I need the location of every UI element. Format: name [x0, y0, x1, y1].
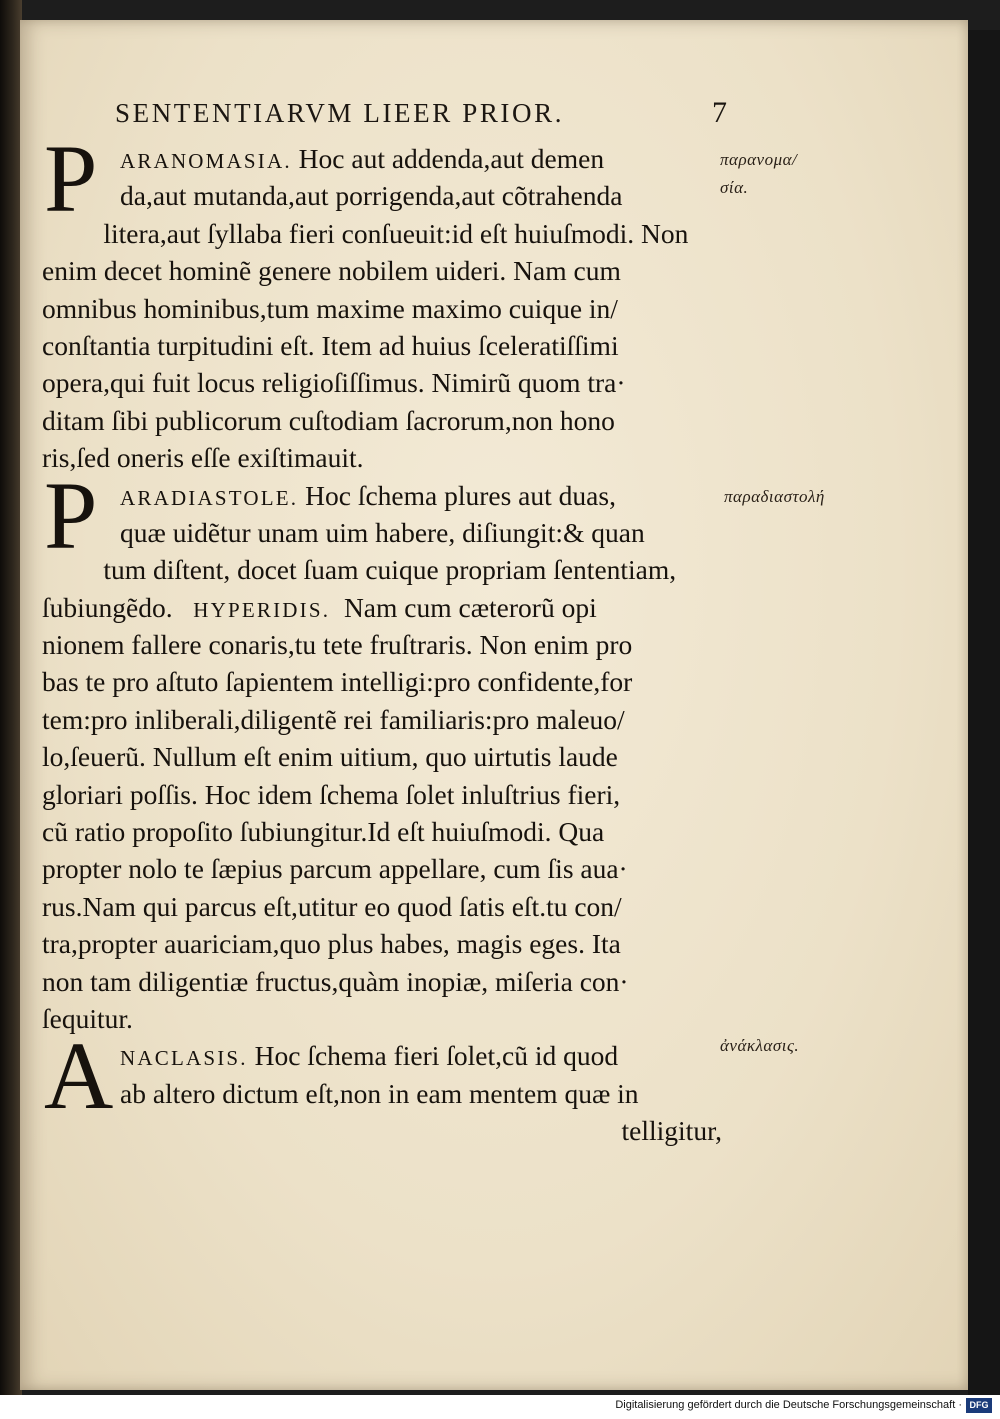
text-line: conſtantia turpitudini eſt. Item ad huius ſceleratiſſimi: [42, 329, 619, 361]
binding-edge: [0, 0, 22, 1395]
margin-note: ἀνάκλασις.: [720, 1036, 800, 1055]
running-title: SENTENTIARVM LIEER PRIOR.: [115, 98, 565, 128]
term-heading: NACLASIS.: [120, 1046, 248, 1071]
text-line: da,aut mutanda,aut porrigenda,aut cõtrahenda: [120, 180, 623, 212]
margin-note: παραδιαστολή: [724, 487, 825, 506]
text-line: ditam ſibi publicorum cuſtodiam ſacrorum,non hono: [42, 404, 615, 436]
text-line: nionem fallere conaris,tu tete fruſtraris. Non enim pro: [42, 629, 633, 661]
text-line: lo,ſeuerũ. Nullum eſt enim uitium, quo uirtutis laude: [42, 741, 618, 773]
term-heading: ARADIASTOLE.: [120, 485, 299, 510]
paragraph-anaclasis: [42, 1022, 732, 1149]
text-line: ARANOMASIA. Hoc aut addenda,aut demen: [120, 143, 605, 174]
catchword-line: telligitur,: [621, 1115, 722, 1147]
drop-cap: A: [44, 1022, 114, 1130]
drop-cap: P: [44, 125, 98, 232]
text-line: tra,propter auariciam,quo plus habes, magis eges. Ita: [42, 928, 621, 960]
scan-background: [968, 30, 1000, 1395]
text-line: ris,ſed oneris eſſe exiſtimauit.: [42, 442, 364, 474]
text-line: litera,aut ſyllaba fieri conſueuit:id eſt huiuſmodi. Non: [103, 217, 689, 249]
margin-note: παρανομα/: [720, 150, 798, 169]
text-line: ab altero dictum eſt,non in eam mentem quæ in: [120, 1077, 639, 1109]
dfg-logo-icon: DFG: [966, 1398, 992, 1413]
running-head: [115, 98, 735, 138]
drop-cap: P: [44, 461, 98, 569]
page-number: 7: [712, 96, 727, 129]
text-line: ARADIASTOLE. Hoc ſchema plures aut duas,: [120, 479, 616, 511]
text-line: rus.Nam qui parcus eſt,utitur eo quod ſatis eſt.tu con/: [42, 890, 622, 922]
text-line: omnibus hominibus,tum maxime maximo cuique in/: [42, 292, 618, 324]
text-line: bas te pro aſtuto ſapientem intelligi:pro confidente,for: [42, 666, 633, 698]
text-line: quæ uidẽtur unam uim habere, diſiungit:& quan: [120, 516, 645, 548]
term-heading: ARANOMASIA.: [120, 149, 292, 173]
text-line: opera,qui fuit locus religioſiſſimus. Nimirũ quom tra·: [42, 367, 626, 399]
footer-bar: [0, 1395, 1000, 1419]
text-line: gloriari poſſis. Hoc idem ſchema ſolet inluſtrius fieri,: [42, 778, 621, 810]
body-text: [42, 125, 732, 1150]
text-line: NACLASIS. Hoc ſchema fieri ſolet,cũ id quod: [120, 1040, 619, 1072]
text-line: ſubiungẽdo. HYPERIDIS. Nam cum cæterorũ opi: [42, 591, 597, 623]
text-line: propter nolo te ſæpius parcum appellare, cum ſis aua·: [42, 853, 628, 885]
paragraph-paradiastole: [42, 461, 732, 1038]
text-line: cũ ratio propoſito ſubiungitur.Id eſt huiuſmodi. Qua: [42, 816, 605, 848]
margin-note: σία.: [720, 178, 749, 197]
text-line: tem:pro inliberali,diligentẽ rei familiaris:pro maleuo/: [42, 703, 625, 735]
author-citation: HYPERIDIS.: [193, 597, 331, 622]
text-line: tum diſtent, docet ſuam cuique propriam ſententiam,: [103, 554, 677, 586]
text-line: enim decet hominẽ genere nobilem uideri. Nam cum: [42, 255, 621, 287]
paragraph-paranomasia: [42, 125, 732, 477]
text-line: ſequitur.: [42, 1002, 133, 1034]
text-line: non tam diligentiæ fructus,quàm inopiæ, miſeria con·: [42, 965, 629, 997]
funding-credit: Digitalisierung gefördert durch die Deutsche Forschungsgemeinschaft ·: [615, 1399, 962, 1411]
